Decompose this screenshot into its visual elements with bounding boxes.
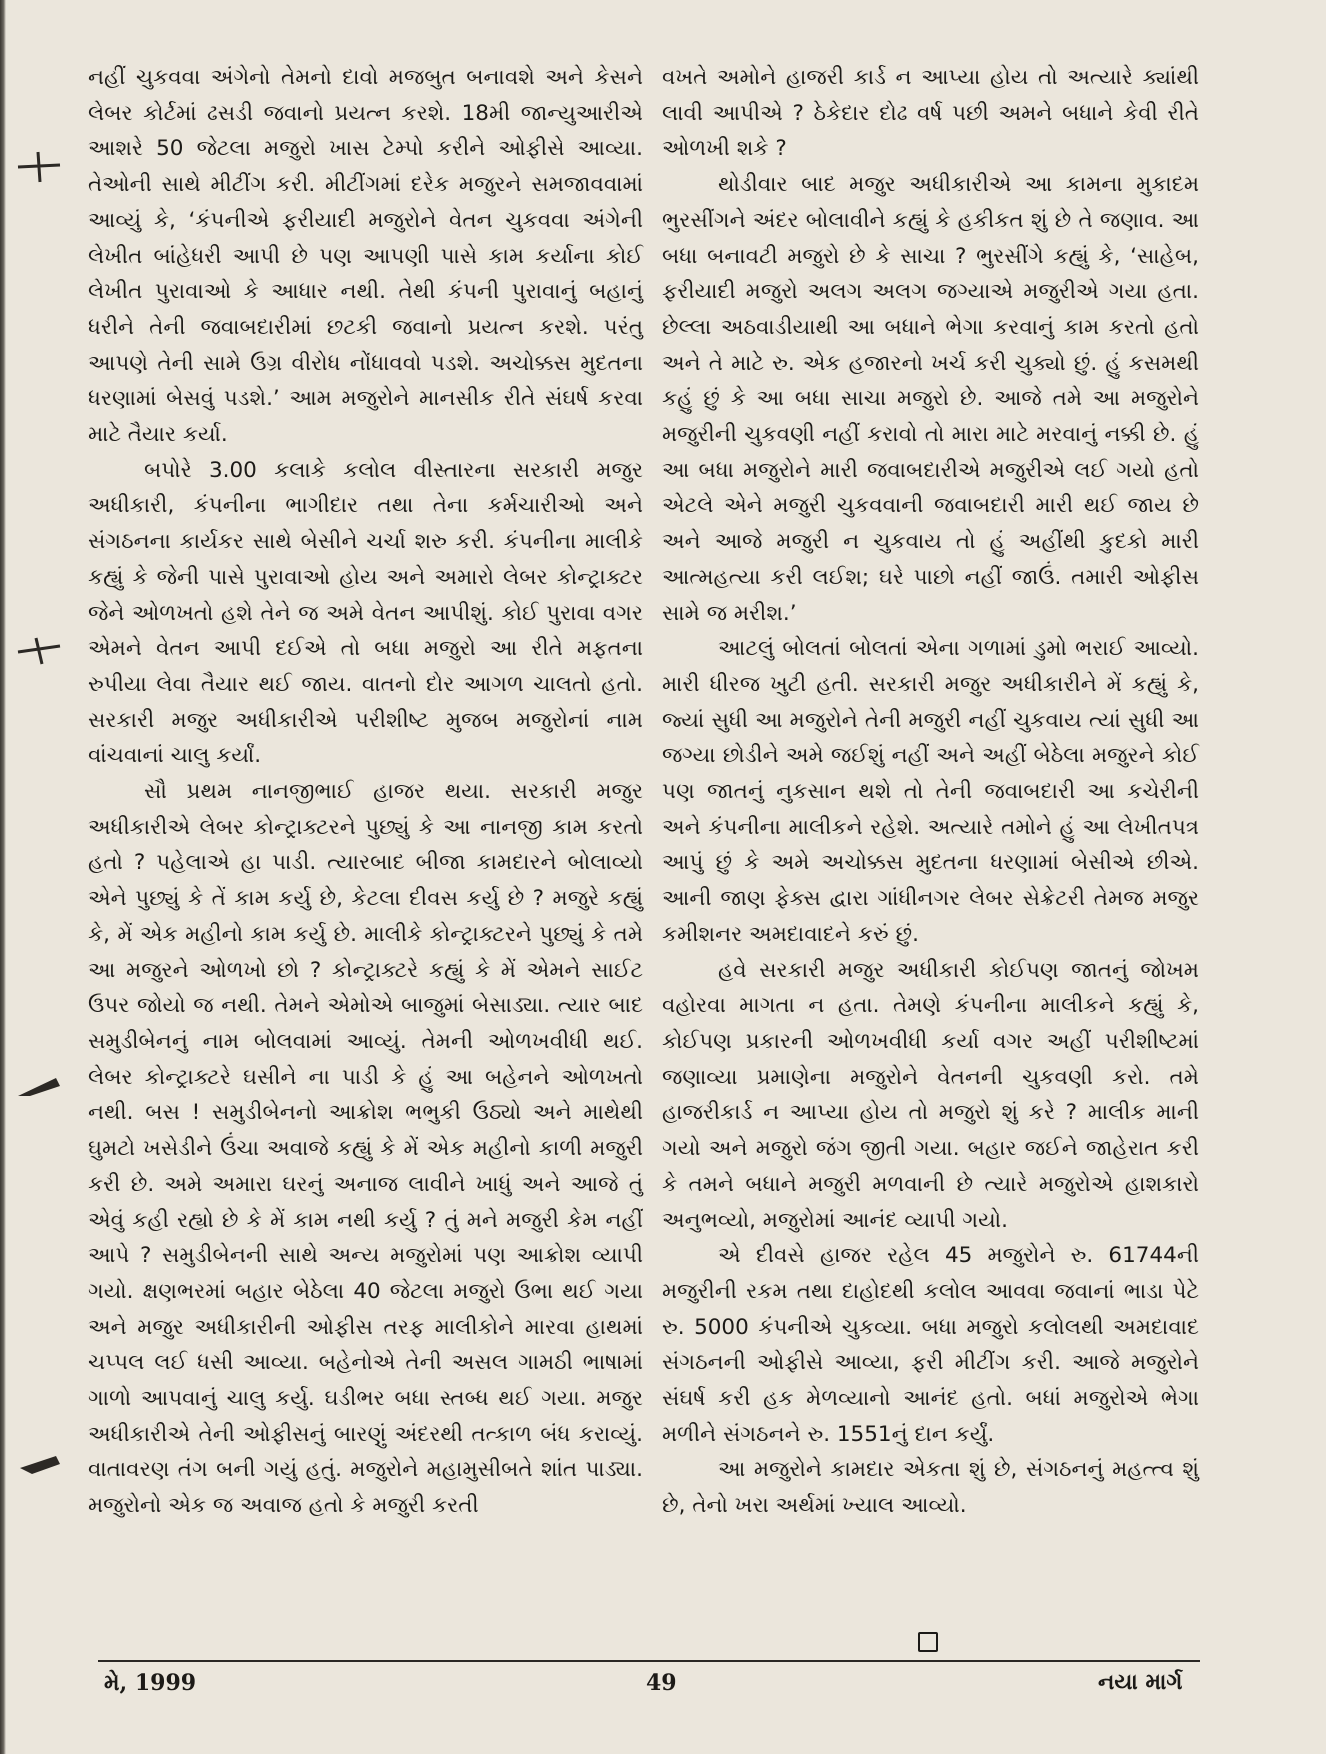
square-end-mark-icon	[918, 1632, 938, 1652]
right-column	[662, 60, 1199, 1524]
publication-name: નયા માર્ગ	[1098, 1670, 1183, 1695]
staple-mark-icon	[16, 1070, 62, 1104]
left-column	[88, 60, 643, 1524]
page-edge-shadow	[0, 0, 6, 1754]
staple-mark-icon	[16, 150, 62, 184]
paragraph: હવે સરકારી મજુર અધીકારી કોઈપણ જાતનું જોખમ વહોરવા માગતા ન હતા. તેમણે કંપનીના માલીકને કહ્યું કે, કોઈપણ પ્રકારની ઓળખવીધી કર્યા વગર અહીં પરીશીષ્ટમાં જણાવ્યા પ્રમાણેના મજુરોને વેતનની ચુકવણી કરો. તમે હાજરીકાર્ડ ન આપ્યા હોય તો મજુરો શું કરે ? માલીક માની ગયો અને મજુરો જંગ જીતી ગયા. બહાર જઈને જાહેરાત કરી કે તમને બધાને મજુરી મળવાની છે ત્યારે મજુરોએ હાશકારો અનુભવ્યો, મજુરોમાં આનંદ વ્યાપી ગયો.	[662, 957, 1199, 1233]
issue-date: મે, 1999	[104, 1670, 197, 1696]
paragraph: આ મજુરોને કામદાર એકતા શું છે, સંગઠનનું મહત્ત્વ શું છે, તેનો ખરા અર્થમાં ખ્યાલ આવ્યો.	[662, 1457, 1199, 1519]
paragraph: આટલું બોલતાં બોલતાં એના ગળામાં ડુમો ભરાઈ આવ્યો. મારી ધીરજ ખુટી હતી. સરકારી મજુર અધીકારીને મેં કહ્યું કે, જ્યાં સુધી આ મજુરોને તેની મજુરી નહીં ચુકવાય ત્યાં સુધી આ જગ્યા છોડીને અમે જઈશું નહીં અને અહીં બેઠેલા મજુરને કોઈ પણ જાતનું નુકસાન થશે તો તેની જવાબદારી આ કચેરીની અને કંપનીના માલીકને રહેશે. અત્યારે તમોને હું આ લેખીતપત્ર આપું છું કે અમે અચોક્કસ મુદતના ધરણામાં બેસીએ છીએ. આની જાણ ફેક્સ દ્વારા ગાંધીનગર લેબર સેક્રેટરી તેમજ મજુર કમીશનર અમદાવાદને કરું છું.	[662, 636, 1199, 947]
paragraph: થોડીવાર બાદ મજુર અધીકારીએ આ કામના મુકાદમ ભુરસીંગને અંદર બોલાવીને કહ્યું કે હકીકત શું છે તે જણાવ. આ બધા બનાવટી મજુરો છે કે સાચા ? ભુરસીંગે કહ્યું કે, ‘સાહેબ, ફરીયાદી મજુરો અલગ અલગ જગ્યાએ મજુરીએ ગયા હતા. છેલ્લા અઠવાડીયાથી આ બધાને ભેગા કરવાનું કામ કરતો હતો અને તે માટે રુ. એક હજારનો ખર્ચ કરી ચુક્યો છું. હું કસમથી કહું છું કે આ બધા સાચા મજુરો છે. આજે તમે આ મજુરોને મજુરીની ચુકવણી નહીં કરાવો તો મારા માટે મરવાનું નક્કી છે. હું આ બધા મજુરોને મારી જવાબદારીએ મજુરીએ લઈ ગયો હતો એટલે એને મજુરી ચુકવવાની જવાબદારી મારી થઈ જાય છે અને આજે મજુરી ન ચુકવાય તો હું અહીંથી કુદકો મારી આત્મહત્યા કરી લઈશ; ઘરે પાછો નહીં જાઉં. તમારી ઓફીસ સામે જ મરીશ.’	[662, 172, 1199, 626]
paragraph: એ દીવસે હાજર રહેલ 45 મજુરોને રુ. 61744ની મજુરીની રકમ તથા દાહોદથી કલોલ આવવા જવાનાં ભાડા પેટે રુ. 5000 કંપનીએ ચુકવ્યા. બધા મજુરો કલોલથી અમદાવાદ સંગઠનની ઓફીસે આવ્યા, ફરી મીટીંગ કરી. આજે મજુરોને સંઘર્ષ કરી હક મેળવ્યાનો આનંદ હતો. બધાં મજુરોએ ભેગા મળીને સંગઠનને રુ. 1551નું દાન કર્યું.	[662, 1243, 1199, 1447]
staple-mark-icon	[16, 1452, 62, 1486]
paragraph: બપોરે 3.00 કલાકે કલોલ વીસ્તારના સરકારી મજુર અધીકારી, કંપનીના ભાગીદાર તથા તેના કર્મચારીઓ અને સંગઠનના કાર્યકર સાથે બેસીને ચર્ચા શરુ કરી. કંપનીના માલીકે કહ્યું કે જેની પાસે પુરાવાઓ હોય અને અમારો લેબર કોન્ટ્રાક્ટર જેને ઓળખતો હશે તેને જ અમે વેતન આપીશું. કોઈ પુરાવા વગર એમને વેતન આપી દઈએ તો બધા મજુરો આ રીતે મફતના રુપીયા લેવા તૈયાર થઈ જાય. વાતનો દોર આગળ ચાલતો હતો. સરકારી મજુર અધીકારીએ પરીશીષ્ટ મુજબ મજુરોનાં નામ વાંચવાનાં ચાલુ કર્યાં.	[88, 457, 643, 769]
footer-divider	[98, 1660, 1200, 1662]
paragraph: નહીં ચુકવવા અંગેનો તેમનો દાવો મજબુત બનાવશે અને કેસને લેબર કોર્ટમાં ઢસડી જવાનો પ્રયત્ન કરશે. 18મી જાન્યુઆરીએ આશરે 50 જેટલા મજુરો ખાસ ટેમ્પો કરીને ઓફીસે આવ્યા. તેઓની સાથે મીટીંગ કરી. મીટીંગમાં દરેક મજુરને સમજાવવામાં આવ્યું કે, ‘કંપનીએ ફરીયાદી મજુરોને વેતન ચુકવવા અંગેની લેખીત બાંહેધરી આપી છે પણ આપણી પાસે કામ કર્યાના કોઈ લેખીત પુરાવાઓ કે આધાર નથી. તેથી કંપની પુરાવાનું બહાનું ધરીને તેની જવાબદારીમાં છટકી જવાનો પ્રયત્ન કરશે. પરંતુ આપણે તેની સામે ઉગ્ર વીરોધ નોંધાવવો પડશે. અચોક્કસ મુદતના ધરણામાં બેસવું પડશે.’ આમ મજુરોને માનસીક રીતે સંઘર્ષ કરવા માટે તૈયાર કર્યા.	[88, 65, 643, 448]
paragraph: સૌ પ્રથમ નાનજીભાઈ હાજર થયા. સરકારી મજુર અધીકારીએ લેબર કોન્ટ્રાક્ટરને પુછ્યું કે આ નાનજી કામ કરતો હતો ? પહેલાએ હા પાડી. ત્યારબાદ બીજા કામદારને બોલાવ્યો એને પુછ્યું કે તેં કામ કર્યુ છે, કેટલા દીવસ કર્યુ છે ? મજુરે કહ્યું કે, મેં એક મહીનો કામ કર્યુ છે. માલીકે કોન્ટ્રાક્ટરને પુછ્યું કે તમે આ મજુરને ઓળખો છો ? કોન્ટ્રાક્ટરે કહ્યું કે મેં એમને સાઈટ ઉપર જોયો જ નથી. તેમને એમોએ બાજુમાં બેસાડ્યા. ત્યાર બાદ સમુડીબેનનું નામ બોલવામાં આવ્યું. તેમની ઓળખવીધી થઈ. લેબર કોન્ટ્રાક્ટરે ઘસીને ના પાડી કે હું આ બહેનને ઓળખતો નથી. બસ ! સમુડીબેનનો આક્રોશ ભભુકી ઉઠ્યો અને માથેથી ઘુમટો ખસેડીને ઉંચા અવાજે કહ્યું કે મેં એક મહીનો કાળી મજુરી કરી છે. અમે અમારા ઘરનું અનાજ લાવીને ખાધું અને આજે તું એવું કહી રહ્યો છે કે મેં કામ નથી કર્યુ ? તું મને મજુરી કેમ નહીં આપે ? સમુડીબેનની સાથે અન્ય મજુરોમાં પણ આક્રોશ વ્યાપી ગયો. ક્ષણભરમાં બહાર બેઠેલા 40 જેટલા મજુરો ઉભા થઈ ગયા અને મજુર અધીકારીની ઓફીસ તરફ માલીકોને મારવા હાથમાં ચપ્પલ લઈ ધસી આવ્યા. બહેનોએ તેની અસલ ગામઠી ભાષામાં ગાળો આપવાનું ચાલુ કર્યુ. ઘડીભર બધા સ્તબ્ધ થઈ ગયા. મજુર અધીકારીએ તેની ઓફીસનું બારણું અંદરથી તત્કાળ બંધ કરાવ્યું. વાતાવરણ તંગ બની ગયું હતું. મજુરોને મહામુસીબતે શાંત પાડ્યા. મજુરોનો એક જ અવાજ હતો કે મજુરી કરતી	[88, 779, 643, 1519]
paragraph: વખતે અમોને હાજરી કાર્ડ ન આપ્યા હોય તો અત્યારે ક્યાંથી લાવી આપીએ ? ઠેકેદાર દોઢ વર્ષ પછી અમને બધાને કેવી રીતે ઓળખી શકે ?	[662, 65, 1199, 162]
page-number: 49	[646, 1670, 677, 1696]
staple-mark-icon	[16, 634, 62, 668]
